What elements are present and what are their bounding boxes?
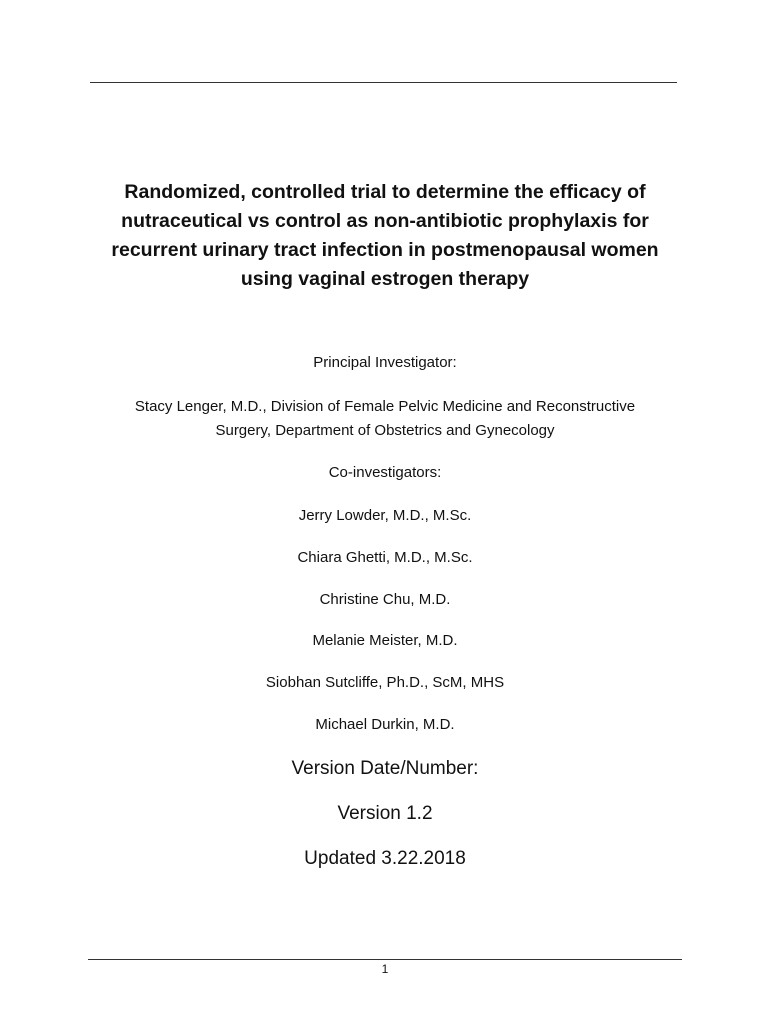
title-line: recurrent urinary tract infection in postmenopausal women	[111, 239, 659, 261]
version-number: Version 1.2	[337, 803, 433, 824]
page-number: 1	[381, 962, 389, 976]
co-investigator: Jerry Lowder, M.D., M.Sc.	[298, 507, 472, 524]
version-label: Version Date/Number:	[291, 758, 479, 779]
principal-investigator-line: Stacy Lenger, M.D., Division of Female Pelvic Medicine and Reconstructive	[134, 398, 636, 415]
updated-date: Updated 3.22.2018	[304, 848, 466, 869]
co-investigator: Chiara Ghetti, M.D., M.Sc.	[297, 549, 473, 566]
principal-investigator-line: Surgery, Department of Obstetrics and Gynecology	[215, 422, 555, 439]
document-title	[70, 178, 700, 294]
header-rule	[90, 82, 677, 83]
title-line: Randomized, controlled trial to determine the efficacy of	[124, 181, 646, 203]
title-line: nutraceutical vs control as non-antibiotic prophylaxis for	[121, 210, 649, 232]
principal-investigator	[40, 395, 730, 443]
co-investigator: Michael Durkin, M.D.	[315, 716, 455, 733]
co-investigators-label: Co-investigators:	[328, 464, 442, 481]
co-investigator: Christine Chu, M.D.	[319, 591, 451, 608]
co-investigator: Siobhan Sutcliffe, Ph.D., ScM, MHS	[265, 674, 505, 691]
co-investigator: Melanie Meister, M.D.	[312, 632, 458, 649]
footer-rule	[88, 959, 682, 960]
title-line: using vaginal estrogen therapy	[240, 268, 530, 290]
principal-investigator-label: Principal Investigator:	[313, 354, 457, 371]
